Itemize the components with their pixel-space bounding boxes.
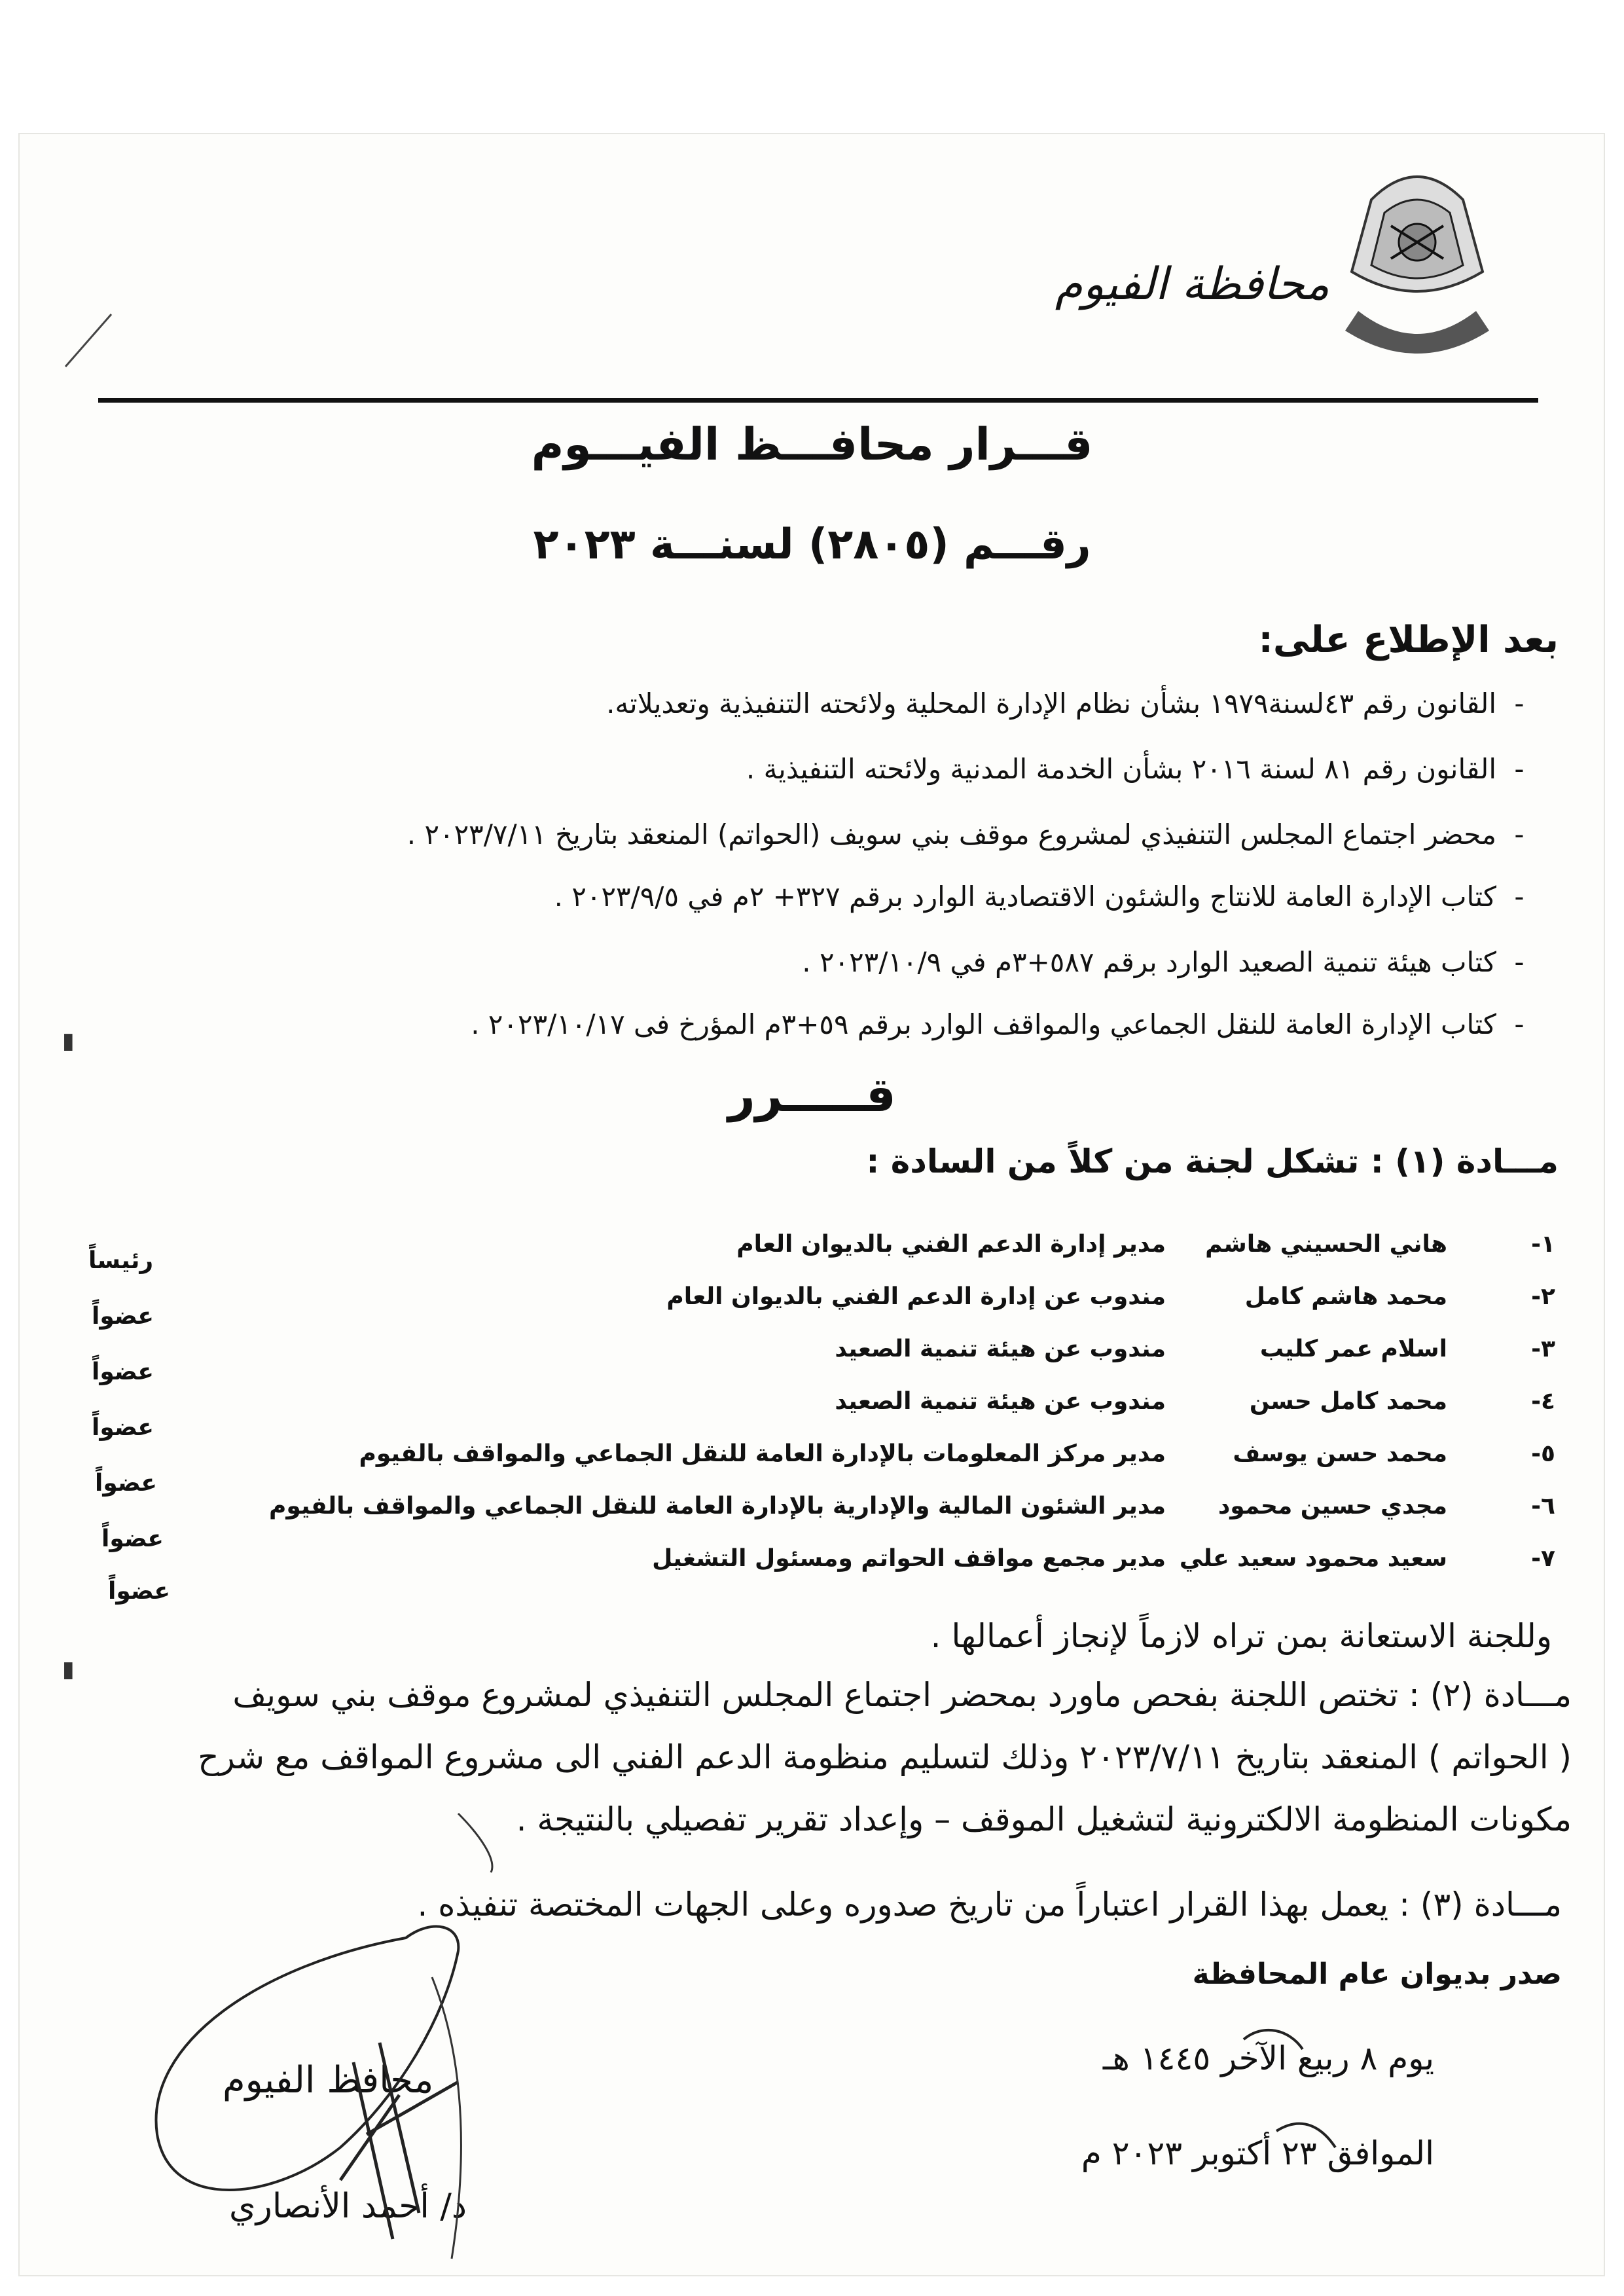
preamble-item: -محضر اجتماع المجلس التنفيذي لمشروع موقف بني سويف (الحواتم) المنعقد بتاريخ ٢٠٢٣/٧/١١ . — [406, 818, 1525, 850]
member-role: عضواً — [92, 1303, 154, 1330]
member-role: رئيساً — [88, 1247, 154, 1274]
gregorian-date: الموافق ٢٣ أكتوبر ٢٠٢٣ م — [1081, 2134, 1434, 2172]
punch-hole-mark: ▮ — [62, 1656, 75, 1683]
member-role: عضواً — [95, 1470, 157, 1497]
member-number: ٧- — [1531, 1545, 1555, 1572]
member-position: مندوب عن هيئة تنمية الصعيد — [835, 1336, 1166, 1362]
preamble-item: -القانون رقم ٨١ لسنة ٢٠١٦ بشأن الخدمة المدنية ولائحته التنفيذية . — [746, 753, 1525, 785]
decree-number: رقـــم (٢٨٠٥) لسنـــة ٢٠٢٣ — [533, 520, 1091, 569]
committee-member-row — [0, 1440, 1624, 1493]
member-name: محمد هاشم كامل — [1244, 1283, 1447, 1310]
issued-at: صدر بديوان عام المحافظة — [1192, 1958, 1562, 1991]
preamble-item: -كتاب هيئة تنمية الصعيد الوارد برقم ٥٨٧+٣م في ٢٠٢٣/١٠/٩ . — [802, 946, 1525, 978]
member-position: مندوب عن هيئة تنمية الصعيد — [835, 1388, 1166, 1415]
member-name: مجدي حسين محمود — [1218, 1493, 1447, 1520]
decided-heading: قـــــرر — [728, 1067, 896, 1122]
member-role: عضواً — [92, 1414, 154, 1441]
member-number: ٥- — [1531, 1440, 1555, 1467]
hijri-date: يوم ٨ ربيع الآخر ١٤٤٥ هـ — [1102, 2039, 1434, 2077]
governor-title: محافظ الفيوم — [223, 2059, 434, 2102]
member-name: سعيد محمود سعيد علي — [1179, 1545, 1447, 1572]
member-number: ٣- — [1531, 1336, 1555, 1362]
header-divider — [98, 398, 1538, 403]
preamble-heading: بعد الإطلاع على: — [1258, 619, 1559, 661]
committee-member-row — [0, 1545, 1624, 1597]
punch-hole-mark: ▮ — [62, 1028, 75, 1054]
committee-member-row — [0, 1336, 1624, 1388]
member-role: عضواً — [101, 1525, 164, 1552]
member-position: مندوب عن إدارة الدعم الفني بالديوان العام — [666, 1283, 1166, 1310]
member-position: مدير مركز المعلومات بالإدارة العامة للنقل الجماعي والمواقف بالفيوم — [359, 1440, 1166, 1467]
member-name: محمد حسن يوسف — [1233, 1440, 1447, 1467]
article-1-closing: وللجنة الاستعانة بمن تراه لازماً لإنجاز أعمالها . — [930, 1617, 1552, 1655]
governor-name: د/ أحمد الأنصاري — [229, 2187, 467, 2226]
committee-member-row — [0, 1493, 1624, 1545]
member-role: عضواً — [92, 1358, 154, 1385]
governorate-header: محافظة الفيوم — [1055, 259, 1329, 310]
decree-title: قـــرار محافـــظ الفيـــوم — [531, 419, 1093, 471]
preamble-item: -كتاب الإدارة العامة للانتاج والشئون الاقتصادية الوارد برقم ٣٢٧+ ٢م في ٢٠٢٣/٩/٥ . — [554, 881, 1525, 913]
member-number: ٢- — [1531, 1283, 1555, 1310]
preamble-item: -القانون رقم ٤٣لسنة١٩٧٩ بشأن نظام الإدارة المحلية ولائحته التنفيذية وتعديلاته. — [606, 687, 1525, 720]
preamble-item: -كتاب الإدارة العامة للنقل الجماعي والمواقف الوارد برقم ٥٩+٣م المؤرخ فى ٢٠٢٣/١٠/١٧ . — [471, 1008, 1525, 1040]
member-position: مدير مجمع مواقف الحواتم ومسئول التشغيل — [652, 1545, 1166, 1572]
article-2-line: ( الحواتم ) المنعقد بتاريخ ٢٠٢٣/٧/١١ وذلك لتسليم منظومة الدعم الفني الى مشروع المواقف مع شرح — [198, 1738, 1572, 1776]
member-number: ٦- — [1531, 1493, 1555, 1520]
article-3: مـــادة (٣) : يعمل بهذا القرار اعتباراً من تاريخ صدوره وعلى الجهات المختصة تنفيذه . — [417, 1886, 1562, 1923]
article-2-line: مكونات المنظومة الالكترونية لتشغيل الموقف – وإعداد تقرير تفصيلي بالنتيجة . — [516, 1800, 1572, 1838]
member-number: ١- — [1531, 1231, 1555, 1258]
committee-member-row — [0, 1388, 1624, 1440]
member-name: اسلام عمر كليب — [1259, 1336, 1447, 1362]
member-position: مدير إدارة الدعم الفني بالديوان العام — [736, 1231, 1166, 1258]
governorate-emblem — [1332, 160, 1502, 370]
member-name: هاني الحسيني هاشم — [1205, 1231, 1447, 1258]
member-number: ٤- — [1531, 1388, 1555, 1415]
article-1-heading: مـــادة (١) : تشكل لجنة من كلاً من السادة : — [866, 1142, 1559, 1180]
member-name: محمد كامل حسن — [1249, 1388, 1447, 1415]
committee-member-row — [0, 1283, 1624, 1336]
member-role: عضواً — [108, 1578, 170, 1605]
committee-member-row — [0, 1231, 1624, 1283]
member-position: مدير الشئون المالية والإدارية بالإدارة العامة للنقل الجماعي والمواقف بالفيوم — [269, 1493, 1166, 1520]
article-2-line: مـــادة (٢) : تختص اللجنة بفحص ماورد بمحضر اجتماع المجلس التنفيذي لمشروع موقف بني سويف — [232, 1676, 1572, 1714]
